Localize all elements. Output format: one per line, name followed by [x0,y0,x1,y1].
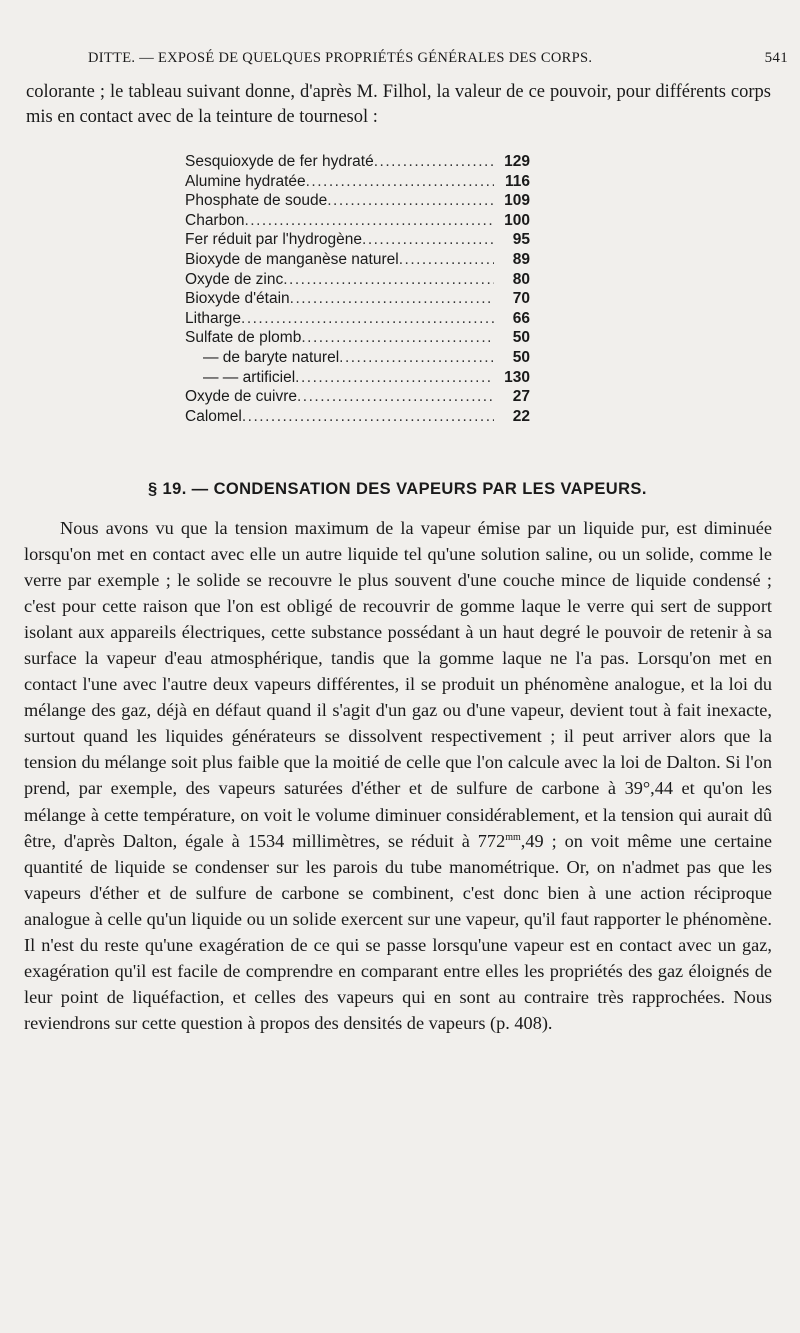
leader-dots [339,348,494,368]
table-row [185,289,530,309]
values-table [185,152,530,426]
leader-dots [301,328,494,348]
leader-dots [283,270,494,290]
row-value: 50 [512,329,530,347]
row-label: Oxyde de zinc [185,270,284,288]
leader-dots [290,289,494,309]
leader-dots [241,309,494,329]
section-heading: § 19. — CONDENSATION DES VAPEURS PAR LES VAPEURS. [148,480,647,498]
leader-dots [374,152,494,172]
table-row [185,152,530,172]
header-title: DITTE. — EXPOSÉ DE QUELQUES PROPRIÉTÉS GÉNÉRALES DES CORPS. [88,50,593,66]
row-label: Oxyde de cuivre [185,388,297,406]
row-label: Charbon [185,211,245,229]
running-header [88,50,788,67]
unit-superscript: mm [505,831,521,843]
row-label: Alumine hydratée [185,172,306,190]
row-value: 116 [504,172,530,190]
table-row [185,191,530,211]
row-label: Litharge [185,309,242,327]
leader-dots [295,368,494,388]
row-value: 50 [512,348,530,366]
row-label: Calomel [185,407,242,425]
page-number: 541 [764,50,788,66]
row-label: — de baryte naturel [203,348,340,366]
row-label: Bioxyde de manganèse naturel [185,250,399,268]
row-value: 95 [512,231,530,249]
table-row [185,368,530,388]
row-value: 66 [512,309,530,327]
row-value: 109 [504,192,530,210]
leader-dots [242,407,494,427]
row-label: Fer réduit par l'hydrogène [185,231,363,249]
row-value: 70 [512,290,530,308]
leader-dots [244,211,494,231]
leader-dots [306,172,494,192]
table-row [185,172,530,192]
row-value: 80 [512,270,530,288]
row-value: 27 [512,388,530,406]
table-row [185,407,530,427]
row-value: 129 [504,153,530,170]
leader-dots [399,250,494,270]
intro-paragraph: colorante ; le tableau suivant donne, d'après M. Filhol, la valeur de ce pouvoir, pour différents corps mis en contact avec de la teinture de tournesol : [26,82,771,127]
body-paragraph [24,515,772,1036]
table-row [185,348,530,368]
leader-dots [362,230,494,250]
leader-dots [327,191,494,211]
row-label: — — artificiel [203,368,296,386]
row-value: 100 [504,211,530,229]
row-label: Bioxyde d'étain [185,290,290,308]
row-value: 22 [512,407,530,425]
table-row [185,309,530,329]
table-row [185,328,530,348]
table-row [185,250,530,270]
leader-dots [297,387,494,407]
table-row [185,230,530,250]
row-label: Sulfate de plomb [185,329,302,347]
body-text-part: ,49 ; on voit même une certaine quantité de liquide se condenser sur les parois du tube manométrique. Or, on n'admet pas que les vapeurs d'éther et de sulfure de carbone se combinent, c'est donc bien à une action réciproque analogue à celle qu'un liquide ou un solide exercent sur une vapeur, qu'il faut rapporter le phénomène. Il n'est du reste qu'une exagération de ce qui se passe lorsqu'une vapeur est en contact avec un gaz, exagération qu'il est facile de comprendre en comparant entre elles les propriétés des gaz éloignés de leur point de liquéfaction, et celles des vapeurs qui en sont au contraire très rapprochées. Nous reviendrons sur cette question à propos des densités de vapeurs (p. 408). [24,830,772,1033]
table-row [185,387,530,407]
body-text-part: Nous avons vu que la tension maximum de la vapeur émise par un liquide pur, est diminuée lorsqu'on met en contact avec elle un autre liquide tel qu'une solution saline, ou un solide, comme le verre par exemple ; le solide se recouvre le plus souvent d'une couche mince de liquide condensé ; c'est pour cette raison que l'on est obligé de recouvrir de gomme laque le verre qui sert de support isolant aux appareils électriques, cette substance possédant à un haut degré le pouvoir de retenir à sa surface la vapeur d'eau atmosphérique, tandis que la gomme laque ne l'a pas. Lorsqu'on met en contact l'une avec l'autre deux vapeurs différentes, il se produit un phénomène analogue, et la loi du mélange des gaz, déjà en défaut quand il s'agit d'un gaz ou d'une vapeur, devient tout à fait inexacte, surtout quand les liquides générateurs se dissolvent respectivement ; il peut arriver alors que la tension du mélange soit plus faible que la moitié de celle que l'on calcule avec la loi de Dalton. Si l'on prend, par exemple, des vapeurs saturées d'éther et de sulfure de carbone à 39°,44 et qu'on les mélange à cette température, on voit le volume diminuer considérablement, et la tension qui aurait dû être, d'après Dalton, égale à 1534 millimètres, se réduit à 772 [24,518,772,851]
row-label: Phosphate de soude [185,192,328,210]
table-row [185,270,530,290]
row-label: Sesquioxyde de fer hydraté [185,153,374,170]
table-row [185,211,530,231]
row-value: 89 [512,250,530,268]
row-value: 130 [504,368,530,386]
